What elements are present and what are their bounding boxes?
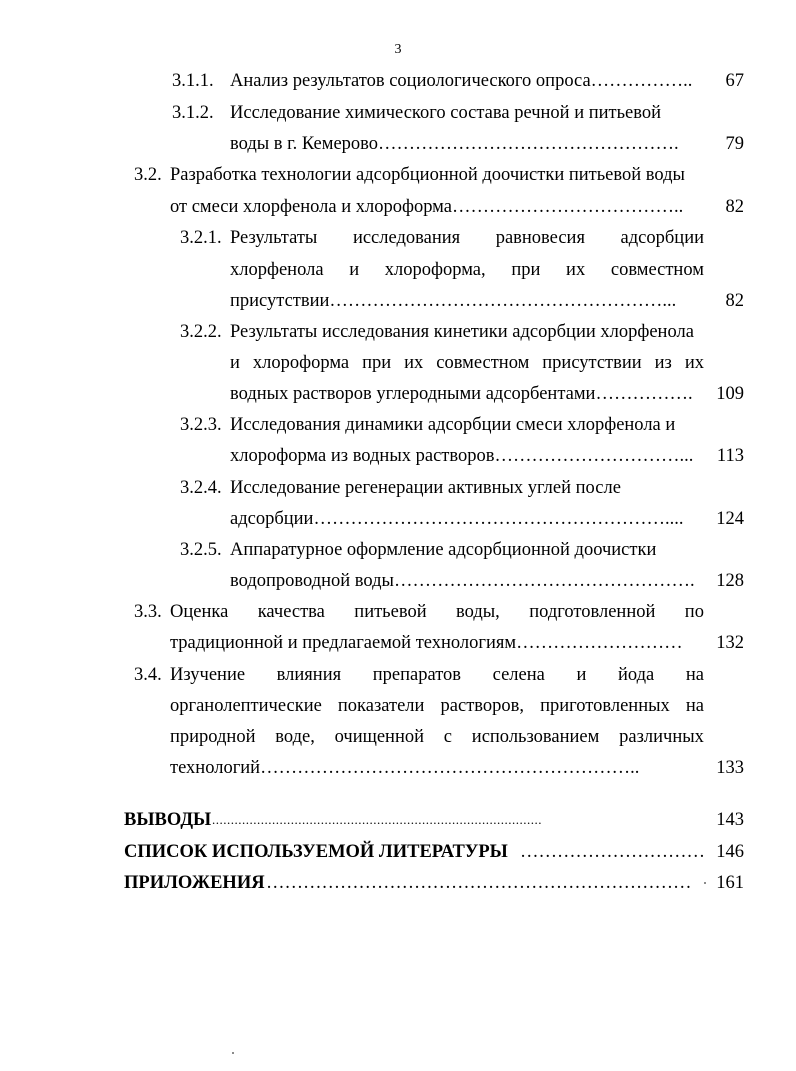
- toc-word: приготовленных: [540, 696, 670, 716]
- toc-entry-3-2-2: [0, 317, 796, 347]
- toc-number: 3.2.1.: [180, 228, 222, 248]
- toc-title-line: Исследование регенерации активных углей после: [230, 478, 621, 498]
- toc-entry-3-2-3-cont: [0, 441, 796, 471]
- toc-title: ВЫВОДЫ: [124, 810, 212, 830]
- toc-entry-3-2-1: [0, 223, 796, 253]
- toc-word: природной: [170, 727, 256, 747]
- toc-entry-3-2-3: [0, 410, 796, 440]
- toc-page-ref: 132: [716, 633, 744, 653]
- toc-word: органолептические: [170, 696, 322, 716]
- toc-word: с: [443, 727, 453, 747]
- toc-entry-3-2-5: [0, 535, 796, 565]
- toc-title-line: [230, 348, 704, 378]
- toc-word: показатели: [337, 696, 425, 716]
- toc-word: при: [511, 260, 541, 280]
- toc-number: 3.2.2.: [180, 322, 222, 342]
- toc-word: Изучение: [170, 665, 246, 685]
- toc-word: воде,: [275, 727, 315, 747]
- toc-title-line: водных растворов углеродными адсорбентами…………….: [230, 384, 693, 404]
- toc-entry-references: [0, 837, 796, 867]
- toc-word: Результаты: [230, 228, 318, 248]
- toc-number: 3.1.2.: [172, 103, 214, 123]
- toc-title-line: Исследования динамики адсорбции смеси хлорфенола и: [230, 415, 676, 435]
- toc-word: качества: [257, 602, 325, 622]
- toc-page-ref: 124: [716, 509, 744, 529]
- toc-number: 3.2.3.: [180, 415, 222, 435]
- toc-page-ref: 113: [716, 446, 744, 466]
- page-number: 3: [394, 42, 402, 57]
- toc-number: 3.2.: [134, 165, 162, 185]
- toc-entry-3-4-cont: [0, 691, 796, 721]
- toc-entry-3-4: [0, 660, 796, 690]
- toc-title-line: водопроводной воды………………………………………….: [230, 571, 695, 591]
- toc-title-line: [230, 255, 704, 285]
- toc-word: йода: [617, 665, 655, 685]
- toc-page-ref: 161: [716, 873, 744, 893]
- toc-title-line: присутствии………………………………………………...: [230, 291, 677, 311]
- toc-word: очищенной: [334, 727, 425, 747]
- toc-entry-3-2: [0, 160, 796, 190]
- toc-word: хлороформа,: [384, 260, 486, 280]
- toc-word: их: [684, 353, 704, 373]
- toc-word: различных: [619, 727, 704, 747]
- toc-word: равновесия: [495, 228, 585, 248]
- toc-leader-dots: ……………………………………………………………: [266, 873, 692, 893]
- toc-word: питьевой: [354, 602, 427, 622]
- toc-entry-3-1-2-cont: [0, 129, 796, 159]
- toc-title-line: Результаты исследования кинетики адсорбции хлорфенола: [230, 322, 694, 342]
- toc-word: подготовленной: [529, 602, 656, 622]
- toc-entry-3-1-1: [0, 66, 796, 96]
- toc-word: использованием: [471, 727, 600, 747]
- toc-word: на: [685, 665, 704, 685]
- toc-word: и: [230, 353, 240, 373]
- toc-page-ref: 67: [725, 71, 744, 91]
- toc-title: Анализ результатов социологического опроса……………..: [230, 71, 693, 91]
- toc-title-line: адсорбции…………………………………………………....: [230, 509, 684, 529]
- toc-title-line: [230, 223, 704, 253]
- toc-page-ref: 82: [725, 291, 744, 311]
- toc-title-line: Разработка технологии адсорбционной доочистки питьевой воды: [170, 165, 685, 185]
- toc-entry-appendices: [0, 868, 796, 898]
- toc-leader-dots: …………………………: [520, 842, 705, 862]
- toc-title-line: традиционной и предлагаемой технологиям………………………: [170, 633, 683, 653]
- toc-word: их: [566, 260, 586, 280]
- toc-page-ref: 79: [725, 134, 744, 154]
- toc-word: на: [685, 696, 704, 716]
- toc-word: растворов,: [440, 696, 525, 716]
- toc-entry-3-4-end: [0, 753, 796, 783]
- toc-entry-3-2-2-cont: [0, 348, 796, 378]
- toc-entry-3-3-cont: [0, 628, 796, 658]
- toc-entry-3-4-cont2: [0, 722, 796, 752]
- toc-number: 3.2.4.: [180, 478, 222, 498]
- toc-entry-3-2-5-cont: [0, 566, 796, 596]
- toc-page-ref: 133: [716, 758, 744, 778]
- toc-title-line: воды в г. Кемерово………………………………………….: [230, 134, 679, 154]
- toc-entry-3-3: [0, 597, 796, 627]
- toc-word: и: [349, 260, 360, 280]
- toc-word: исследования: [352, 228, 461, 248]
- toc-word: воды,: [456, 602, 500, 622]
- toc-page-ref: 146: [716, 842, 744, 862]
- scan-speck: [232, 1052, 234, 1054]
- toc-word: совместном: [436, 353, 530, 373]
- toc-entry-3-1-2: [0, 98, 796, 128]
- toc-word: их: [404, 353, 424, 373]
- toc-word: препаратов: [372, 665, 462, 685]
- toc-word: присутствии: [542, 353, 642, 373]
- toc-page-ref: 128: [716, 571, 744, 591]
- toc-page-ref: 109: [716, 384, 744, 404]
- toc-word: при: [362, 353, 392, 373]
- toc-title-line: хлороформа из водных растворов…………………………...: [230, 446, 694, 466]
- toc-page-ref: 82: [725, 197, 744, 217]
- toc-number: 3.4.: [134, 665, 162, 685]
- toc-title-line: Аппаратурное оформление адсорбционной доочистки: [230, 540, 657, 560]
- toc-entry-3-2-cont: [0, 192, 796, 222]
- toc-number: 3.2.5.: [180, 540, 222, 560]
- toc-title: ПРИЛОЖЕНИЯ: [124, 873, 265, 893]
- toc-entry-3-2-4-cont: [0, 504, 796, 534]
- toc-word: хлороформа: [252, 353, 350, 373]
- toc-word: селена: [492, 665, 545, 685]
- toc-entry-3-2-1-end: [0, 286, 796, 316]
- toc-leader-dots: ........................................................................................: [212, 812, 542, 827]
- scan-speck: [704, 882, 706, 884]
- toc-entry-3-2-1-cont: [0, 255, 796, 285]
- toc-number: 3.3.: [134, 602, 162, 622]
- toc-title-line: [170, 722, 704, 752]
- toc-word: Оценка: [170, 602, 229, 622]
- toc-title: СПИСОК ИСПОЛЬЗУЕМОЙ ЛИТЕРАТУРЫ: [124, 842, 508, 862]
- toc-number: 3.1.1.: [172, 71, 214, 91]
- toc-entry-conclusions: [0, 805, 796, 835]
- toc-word: и: [576, 665, 587, 685]
- toc-word: совместном: [610, 260, 704, 280]
- toc-title-line: [170, 597, 704, 627]
- toc-title-line: от смеси хлорфенола и хлороформа………………………………..: [170, 197, 684, 217]
- toc-title-line: технологий……………………………………………………..: [170, 758, 640, 778]
- toc-page-ref: 143: [716, 810, 744, 830]
- toc-title-line: [170, 691, 704, 721]
- toc-word: влияния: [276, 665, 342, 685]
- toc-word: по: [684, 602, 704, 622]
- toc-word: из: [654, 353, 672, 373]
- toc-title-line: [170, 660, 704, 690]
- toc-entry-3-2-4: [0, 473, 796, 503]
- toc-entry-3-2-2-end: [0, 379, 796, 409]
- toc-title-line: Исследование химического состава речной и питьевой: [230, 103, 662, 123]
- toc-word: хлорфенола: [230, 260, 324, 280]
- toc-word: адсорбции: [620, 228, 704, 248]
